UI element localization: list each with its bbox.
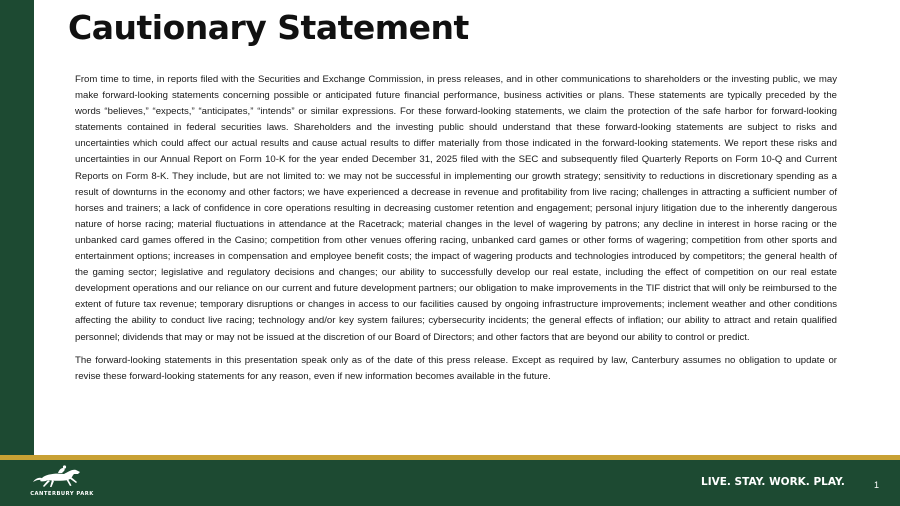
statement-body: [75, 72, 837, 385]
canterbury-park-logo: [28, 464, 96, 502]
statement-paragraph-2: The forward-looking statements in this presentation speak only as of the date of this press release. Except as required by law, Canterbury assumes no obligation to update or revise these forward-looking statements for any reason, even if new information becomes available in the future.: [75, 354, 837, 382]
statement-paragraph-1: From time to time, in reports filed with the Securities and Exchange Commission, in press releases, and in other communications to shareholders or the investing public, we may make forward-looking statements concerning possible or anticipated future financial performance, business activities or plans. These statements are typically preceded by the words “believes,” “expects,” “anticipates,” “intends” or similar expressions. For these forward-looking statements, we claim the protection of the safe harbor for forward-looking statements contained in federal securities laws. Shareholders and the investing public should understand that these forward-looking statements are subject to risks and uncertainties which could affect our actual results and cause actual results to differ materially from those indicated in the forward-looking statements. We report these risks and uncertainties in our Annual Report on Form 10-K for the year ended December 31, 2025 filed with the SEC and subsequently filed Quarterly Reports on Form 10-Q and Current Reports on Form 8-K. They include, but are not limited to: we may not be successful in implementing our growth strategy; sensitivity to reductions in discretionary spending as a result of downturns in the economy and other factors; we have experienced a decrease in revenue and profitability from live racing; challenges in attracting a sufficient number of horses and trainers; a lack of confidence in core operations resulting in decreasing customer retention and engagement; personal injury litigation due to the inherently dangerous nature of horse racing; material fluctuations in attendance at the Racetrack; material changes in the level of wagering by patrons; any decline in interest in horse racing or the unbanked card games offered in the Casino; competition from other venues offering racing, unbanked card games or other forms of wagering; competition from other sports and entertainment options; increases in compensation and employee benefit costs; the impact of wagering products and technologies introduced by competitors; the general health of the gaming sector; legislative and regulatory decisions and changes; our ability to successfully develop our real estate, including the effect of competition on our real estate development operations and our reliance on our current and future development partners; our obligation to make improvements in the TIF district that will only be reimbursed to the extent of future tax revenue; temporary disruptions or changes in access to our facilities caused by ongoing infrastructure improvements; inclement weather and other conditions affecting the ability to conduct live racing; technology and/or key system failures; cybersecurity incidents; the general effects of inflation; our ability to attract and retain qualified personnel; dividends that may or may not be issued at the discretion of our Board of Directors; and other factors that are beyond our ability to control or predict.: [75, 74, 837, 343]
slide-title: Cautionary Statement: [68, 8, 469, 47]
logo-wordmark: CANTERBURY PARK: [30, 491, 94, 497]
left-accent-bar: [0, 0, 34, 460]
horse-and-jockey-logo-icon: [28, 464, 96, 490]
footer-tagline: LIVE. STAY. WORK. PLAY.: [701, 476, 845, 488]
page-number: 1: [874, 480, 880, 490]
